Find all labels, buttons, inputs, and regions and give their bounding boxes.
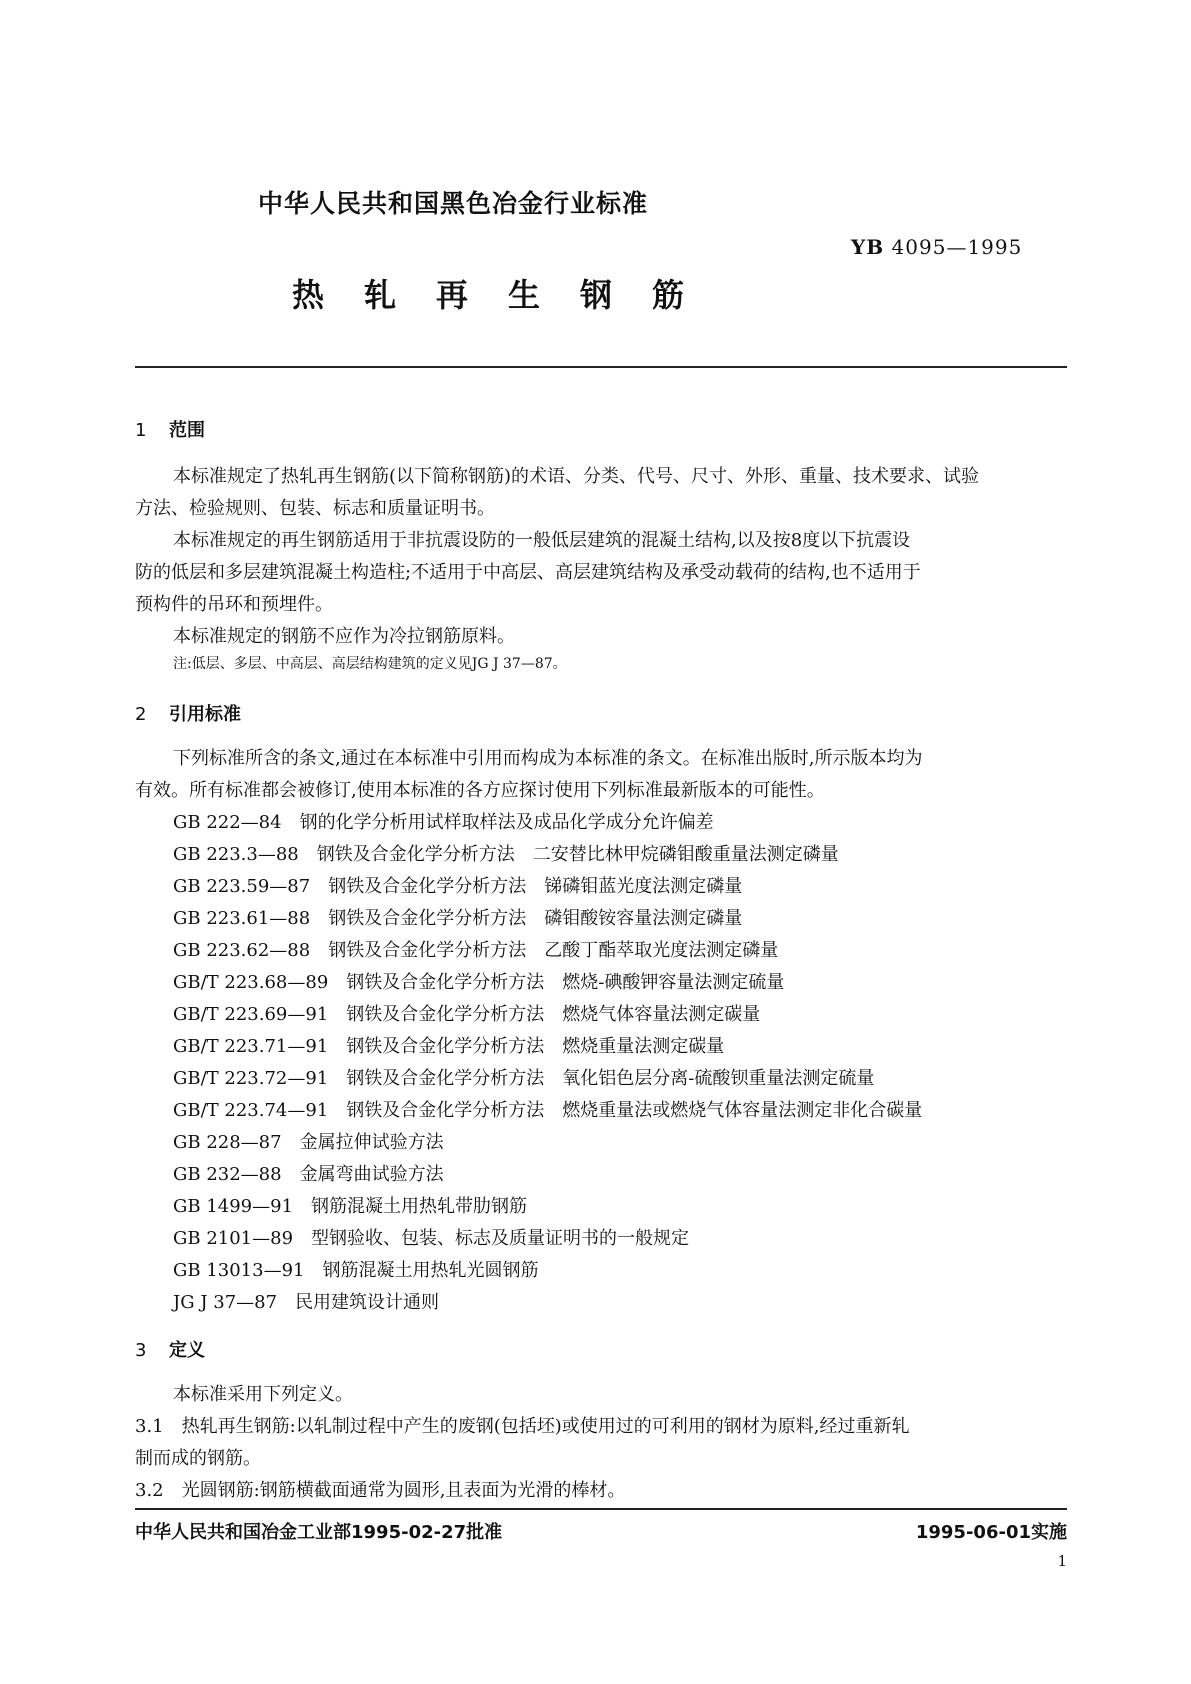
approval-line: 中华人民共和国冶金工业部1995-02-27批准 [135,1522,503,1543]
reference-code: GB 2101—89 [173,1228,294,1249]
reference-code: GB/T 223.69—91 [173,1004,329,1025]
section-2-paragraph-line: 下列标准所含的条文,通过在本标准中引用而构成为本标准的条文。在标准出版时,所示版本均为 [173,748,923,769]
reference-item [173,936,778,962]
header-divider [135,366,1067,368]
section-2-paragraph-line: 有效。所有标准都会被修订,使用本标准的各方应探讨使用下列标准最新版本的可能性。 [135,780,825,801]
section-1-paragraph-line: 方法、检验规则、包装、标志和质量证明书。 [135,498,495,519]
reference-code: JG J 37—87 [173,1292,278,1313]
section-1-paragraph-line: 本标准规定了热轧再生钢筋(以下简称钢筋)的术语、分类、代号、尺寸、外形、重量、技术要求、试验 [173,466,980,487]
reference-title: 钢铁及合金化学分析方法 燃烧重量法或燃烧气体容量法测定非化合碳量 [346,1100,923,1121]
section-1-title: 范围 [169,420,205,441]
standard-code-number: 4095—1995 [891,235,1023,259]
reference-item [173,968,784,994]
reference-title: 钢铁及合金化学分析方法 氧化铝色层分离-硫酸钡重量法测定硫量 [346,1068,875,1089]
reference-title: 钢铁及合金化学分析方法 锑磷钼蓝光度法测定磷量 [328,876,743,897]
definition-3-1-line: 3.1 热轧再生钢筋:以轧制过程中产生的废钢(包括坯)或使用过的可利用的钢材为原料,经过重新轧 [135,1416,910,1437]
reference-title: 钢筋混凝土用热轧光圆钢筋 [322,1260,539,1281]
section-1-note: 注:低层、多层、中高层、高层结构建筑的定义见JG J 37—87。 [173,656,567,672]
reference-title: 金属弯曲试验方法 [299,1164,444,1185]
reference-code: GB/T 223.72—91 [173,1068,329,1089]
reference-code: GB 223.59—87 [173,876,311,897]
reference-item [173,1288,439,1314]
section-1-heading [135,416,205,442]
reference-code: GB 13013—91 [173,1260,305,1281]
reference-code: GB 228—87 [173,1132,282,1153]
reference-item [173,872,742,898]
section-1-paragraph-line: 预构件的吊环和预埋件。 [135,594,333,615]
reference-title: 钢铁及合金化学分析方法 燃烧气体容量法测定碳量 [346,1004,761,1025]
reference-code: GB 1499—91 [173,1196,294,1217]
effective-date: 1995-06-01实施 [915,1522,1067,1543]
reference-code: GB 223.62—88 [173,940,311,961]
reference-item [173,808,714,834]
reference-item [173,1000,760,1026]
section-3-title: 定义 [169,1340,205,1361]
document-title: 热轧再生钢筋 [292,276,725,314]
reference-item [173,1096,922,1122]
section-1-paragraph-line: 防的低层和多层建筑混凝土构造柱;不适用于中高层、高层建筑结构及承受动载荷的结构,也不适用于 [135,562,921,583]
reference-title: 钢铁及合金化学分析方法 乙酸丁酯萃取光度法测定磷量 [328,940,779,961]
section-2-number: 2 [135,704,147,725]
reference-title: 民用建筑设计通则 [295,1292,440,1313]
reference-item [173,1128,444,1154]
reference-item [173,1224,689,1250]
reference-code: GB 232—88 [173,1164,282,1185]
reference-item [173,1064,874,1090]
reference-code: GB/T 223.74—91 [173,1100,329,1121]
section-1-paragraph-line: 本标准规定的钢筋不应作为冷拉钢筋原料。 [173,626,515,647]
reference-title: 钢铁及合金化学分析方法 磷钼酸铵容量法测定磷量 [328,908,743,929]
section-2-title: 引用标准 [169,704,241,725]
reference-code: GB/T 223.68—89 [173,972,329,993]
footer-divider [135,1508,1067,1510]
section-1-paragraph-line: 本标准规定的再生钢筋适用于非抗震设防的一般低层建筑的混凝土结构,以及按8度以下抗震设 [173,530,911,551]
standard-code [851,235,1022,259]
reference-title: 型钢验收、包装、标志及质量证明书的一般规定 [311,1228,690,1249]
section-3-number: 3 [135,1340,147,1361]
page-number: 1 [1057,1552,1067,1570]
definition-3-1-line: 制而成的钢筋。 [135,1448,261,1469]
issuing-body-title: 中华人民共和国黑色冶金行业标准 [258,189,649,218]
reference-code: GB/T 223.71—91 [173,1036,329,1057]
reference-title: 钢铁及合金化学分析方法 二安替比林甲烷磷钼酸重量法测定磷量 [316,844,839,865]
reference-title: 金属拉伸试验方法 [299,1132,444,1153]
reference-item [173,1192,527,1218]
reference-title: 钢筋混凝土用热轧带肋钢筋 [311,1196,528,1217]
reference-item [173,840,839,866]
section-2-heading [135,700,241,726]
reference-item [173,904,742,930]
reference-title: 钢的化学分析用试样取样法及成品化学成分允许偏差 [299,812,714,833]
reference-item [173,1160,444,1186]
definition-3-2: 3.2 光圆钢筋:钢筋横截面通常为圆形,且表面为光滑的棒材。 [135,1480,626,1501]
standard-code-prefix: YB [851,235,885,259]
reference-item [173,1256,539,1282]
section-1-number: 1 [135,420,147,441]
section-3-intro: 本标准采用下列定义。 [173,1384,353,1405]
reference-item [173,1032,724,1058]
reference-code: GB 222—84 [173,812,282,833]
reference-title: 钢铁及合金化学分析方法 燃烧重量法测定碳量 [346,1036,725,1057]
section-3-heading [135,1336,205,1362]
reference-code: GB 223.3—88 [173,844,299,865]
reference-code: GB 223.61—88 [173,908,311,929]
reference-title: 钢铁及合金化学分析方法 燃烧-碘酸钾容量法测定硫量 [346,972,785,993]
